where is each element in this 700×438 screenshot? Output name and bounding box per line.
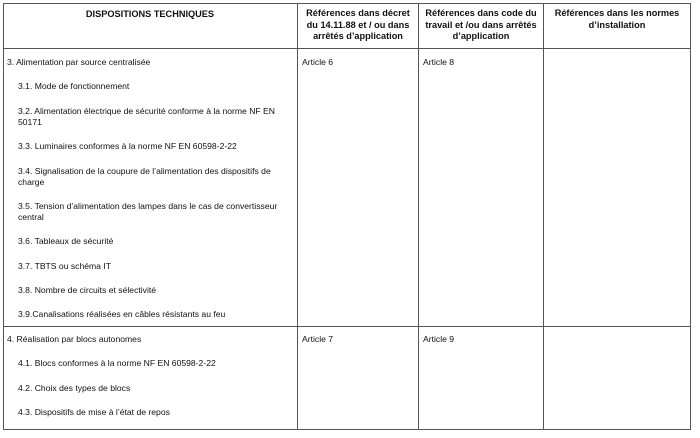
list-item-3-5: 3.5. Tension d’alimentation des lampes dans le cas de convertisseur central [18, 201, 278, 222]
table-border-left [3, 3, 4, 430]
list-item-3-4: 3.4. Signalisation de la coupure de l’alimentation des dispositifs de charge [18, 166, 271, 187]
header-references-code-travail: Références dans code du travail et /ou dans arrêtés d’application [425, 8, 537, 41]
list-item-3-8: 3.8. Nombre de circuits et sélectivité [18, 285, 157, 295]
section-divider [3, 326, 691, 327]
list-item-3-3: 3.3. Luminaires conformes à la norme NF EN 60598-2-22 [18, 141, 237, 151]
list-item-3-2: 3.2. Alimentation électrique de sécurité conforme à la norme NF EN 50171 [18, 106, 275, 127]
list-item-3-9: 3.9.Canalisations réalisées en câbles résistants au feu [18, 309, 226, 319]
header-dispositions-techniques: DISPOSITIONS TECHNIQUES [85, 9, 215, 19]
section-4-ref-code-travail: Article 9 [423, 334, 455, 344]
technical-dispositions-table [3, 3, 691, 430]
list-item-3-6: 3.6. Tableaux de sécurité [18, 236, 114, 246]
table-border-bottom [3, 429, 691, 430]
list-item-4-2: 4.2. Choix des types de blocs [18, 383, 131, 393]
section-4-title: 4. Réalisation par blocs autonomes [7, 334, 142, 344]
section-3-ref-code-travail: Article 8 [423, 57, 455, 67]
list-item-3-7: 3.7. TBTS ou schéma IT [18, 261, 111, 271]
list-item-4-3: 4.3. Dispositifs de mise à l’état de repos [18, 407, 170, 417]
section-3-ref-decret: Article 6 [302, 57, 334, 67]
header-divider [3, 48, 691, 49]
list-item-4-1: 4.1. Blocs conformes à la norme NF EN 60598-2-22 [18, 358, 216, 368]
table-border-top [3, 3, 691, 4]
section-4-ref-decret: Article 7 [302, 334, 334, 344]
column-divider-1 [297, 3, 298, 430]
list-item-3-1: 3.1. Mode de fonctionnement [18, 81, 130, 91]
table-border-right [690, 3, 691, 430]
header-references-decret: Références dans décret du 14.11.88 et / ou dans arrêtés d’application [306, 8, 410, 41]
column-divider-2 [418, 3, 419, 430]
section-3-title: 3. Alimentation par source centralisée [7, 57, 151, 67]
column-divider-3 [543, 3, 544, 430]
header-references-normes: Références dans les normes d’installation [554, 8, 680, 30]
